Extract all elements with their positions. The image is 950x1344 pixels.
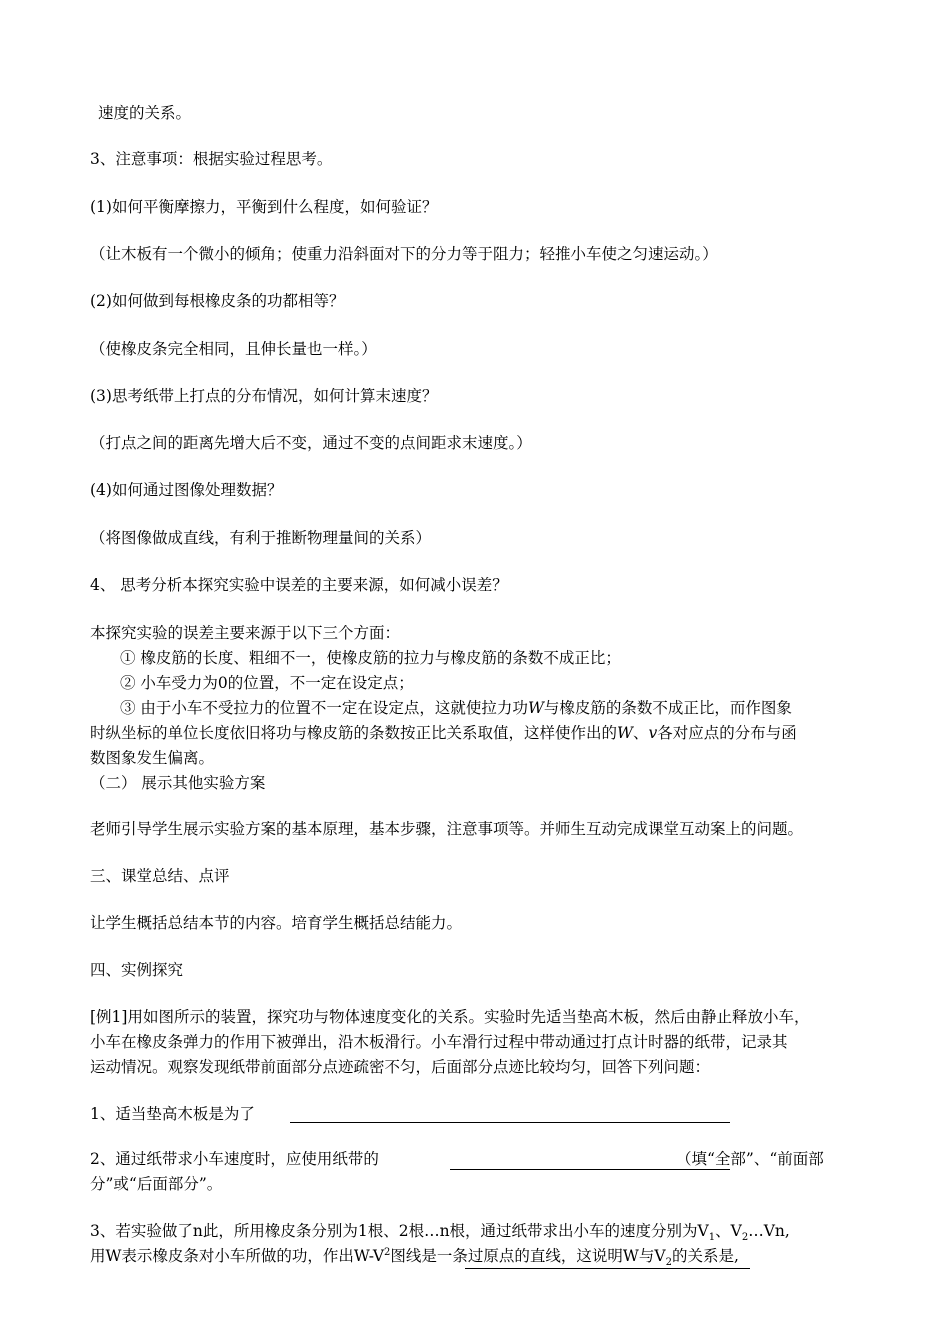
question-2: (2)如何做到每根橡皮条的功都相等？ [90, 292, 345, 310]
list-item: ③ 由于小车不受拉力的位置不一定在设定点，这就使拉力功W与橡皮筋的条数不成正比，而作图象 [120, 699, 792, 717]
text-line: 时纵坐标的单位长度依旧将功与橡皮筋的条数按正比关系取值，这样使作出的W、v各对应点的分布与函 [90, 724, 797, 742]
example-text: 小车在橡皮条弹力的作用下被弹出，沿木板滑行。小车滑行过程中带动通过打点计时器的纸带，记录其 [90, 1033, 788, 1051]
question-4: (4)如何通过图像处理数据？ [90, 481, 283, 499]
list-item: ② 小车受力为0的位置，不一定在设定点； [120, 674, 414, 692]
answer-2: （使橡皮条完全相同，且伸长量也一样。） [90, 340, 377, 358]
answer-3: （打点之间的距离先增大后不变，通过不变的点间距求末速度。） [90, 434, 532, 452]
list-item: ① 橡皮筋的长度、粗细不一，使橡皮筋的拉力与橡皮筋的条数不成正比； [120, 649, 621, 667]
question-1: (1)如何平衡摩擦力，平衡到什么程度，如何验证？ [90, 198, 438, 216]
fill-question-3: 3、若实验做了n此，所用橡皮条分别为1根、2根…n根，通过纸带求出小车的速度分别为$V_1$、$V_2\dots Vn$, [90, 1222, 790, 1244]
section-heading: （二） 展示其他实验方案 [90, 774, 266, 792]
text-line: 老师引导学生展示实验方案的基本原理，基本步骤，注意事项等。并师生互动完成课堂互动案上的问题。 [90, 820, 804, 838]
section-heading: 三、课堂总结、点评 [90, 867, 230, 885]
example-text: [例1]用如图所示的装置，探究功与物体速度变化的关系。实验时先适当垫高木板，然后由静止释放小车， [90, 1008, 810, 1026]
answer-blank[interactable] [290, 1122, 730, 1123]
section-heading: 四、实例探究 [90, 961, 184, 979]
fill-hint-cont: 分”或“后面部分”。 [90, 1175, 223, 1193]
fill-question-2: 2、通过纸带求小车速度时，应使用纸带的 [90, 1150, 379, 1168]
text-line: 数图象发生偏离。 [90, 749, 215, 767]
section-heading: 3、注意事项：根据实验过程思考。 [90, 150, 333, 168]
text-line: 让学生概括总结本节的内容。培育学生概括总结能力。 [90, 914, 463, 932]
answer-1: （让木板有一个微小的倾角；使重力沿斜面对下的分力等于阻力；轻推小车使之匀速运动。） [90, 245, 718, 263]
question-3: (3)思考纸带上打点的分布情况，如何计算末速度？ [90, 387, 438, 405]
text-line: 速度的关系。 [98, 104, 192, 122]
fill-hint: （填“全部”、“前面部 [676, 1150, 824, 1168]
fill-question-3-cont: 用W表示橡皮条对小车所做的功，作出$W-V^2$图线是一条过原点的直线，这说明W与$V_2$的关系是, [90, 1246, 739, 1269]
section-heading: 4、 思考分析本探究实验中误差的主要来源，如何减小误差？ [90, 576, 508, 594]
answer-4: （将图像做成直线，有利于推断物理量间的关系） [90, 529, 432, 547]
text-line: 本探究实验的误差主要来源于以下三个方面： [90, 624, 401, 642]
answer-blank[interactable] [450, 1169, 730, 1170]
answer-blank[interactable] [465, 1268, 750, 1269]
fill-question-1: 1、适当垫高木板是为了 [90, 1105, 255, 1123]
example-text: 运动情况。观察发现纸带前面部分点迹疏密不匀，后面部分点迹比较均匀，回答下列问题： [90, 1058, 711, 1076]
